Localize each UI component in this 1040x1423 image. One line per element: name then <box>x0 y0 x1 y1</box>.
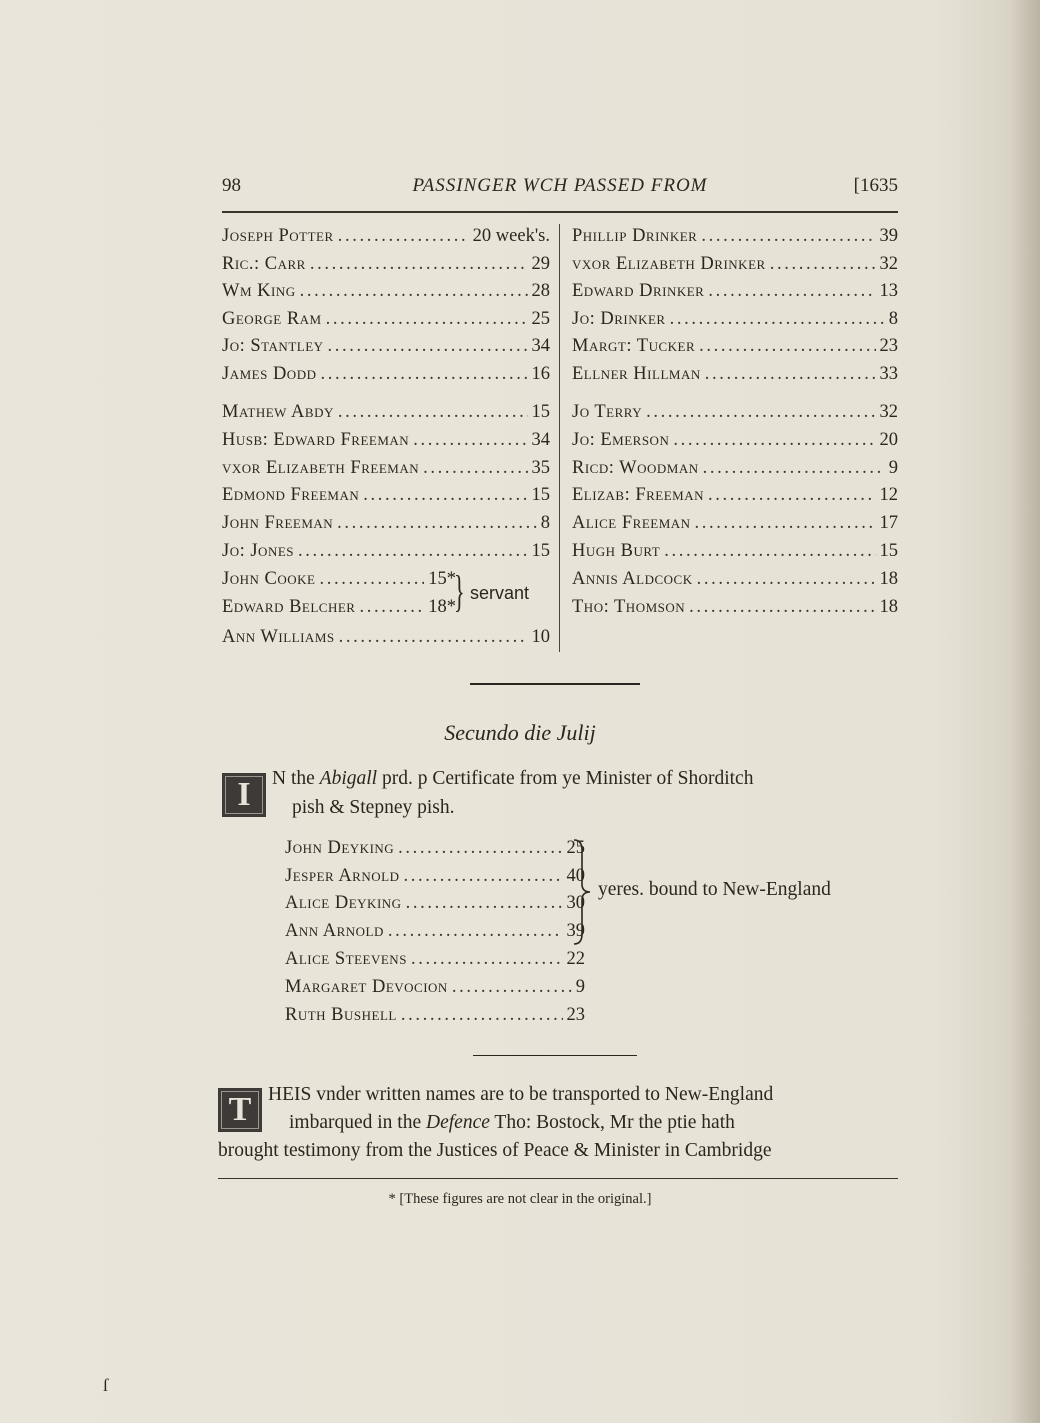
passenger-age: 30 <box>566 893 585 913</box>
running-header <box>222 175 898 205</box>
list-item <box>285 838 585 865</box>
passenger-age: 32 <box>879 402 898 422</box>
passenger-name: vxor Elizabeth Freeman <box>222 458 420 478</box>
passenger-name: Jo: Jones <box>222 541 294 561</box>
drop-cap-i: I <box>222 773 266 817</box>
list-item <box>222 541 550 568</box>
passenger-name: Annis Aldcock <box>572 569 693 589</box>
list-item <box>572 402 898 429</box>
leader-dots <box>697 569 876 590</box>
list-item <box>572 281 898 308</box>
list-item <box>285 921 585 948</box>
passenger-age: 34 <box>531 430 550 450</box>
header-year: [1635 <box>853 175 898 196</box>
list-item <box>222 627 550 654</box>
list-item <box>222 513 550 540</box>
list-item <box>572 430 898 457</box>
brace-label: yeres. bound to New-England <box>598 879 831 900</box>
paragraph-2-line-2 <box>289 1112 735 1134</box>
years-brace <box>572 838 594 946</box>
list-item <box>222 336 550 363</box>
ship-name-abigall: Abigall <box>319 768 378 789</box>
list-item <box>572 309 898 336</box>
leader-dots <box>452 977 572 998</box>
list-item <box>285 949 585 976</box>
passenger-name: Wm King <box>222 281 296 301</box>
passenger-name: Ann Arnold <box>285 921 384 941</box>
list-item <box>572 513 898 540</box>
passenger-name: Ruth Bushell <box>285 1005 397 1025</box>
list-item <box>222 430 550 457</box>
passenger-age: 15* <box>428 569 456 589</box>
passenger-age: 29 <box>531 254 550 274</box>
list-item <box>572 541 898 568</box>
passenger-name: Tho: Thomson <box>572 597 686 617</box>
leader-dots <box>411 949 563 970</box>
passenger-age: 18* <box>428 597 456 617</box>
passenger-name: Jesper Arnold <box>285 866 400 886</box>
leader-dots <box>363 485 527 506</box>
para2-text-a: imbarqued in the <box>289 1112 427 1133</box>
section-divider-2 <box>473 1055 637 1056</box>
margin-mark: ſ <box>103 1375 109 1395</box>
passenger-name: Edmond Freeman <box>222 485 360 505</box>
column-divider <box>559 224 560 652</box>
leader-dots <box>300 281 528 302</box>
para1-text-a: N the <box>272 768 320 789</box>
passenger-name: Margt: Tucker <box>572 336 696 356</box>
list-item <box>222 254 550 281</box>
passenger-age: 25 <box>566 838 585 858</box>
passenger-age: 13 <box>879 281 898 301</box>
passenger-name: vxor Elizabeth Drinker <box>572 254 766 274</box>
passenger-name: Jo: Stantley <box>222 336 324 356</box>
leader-dots <box>406 893 563 914</box>
leader-dots <box>338 402 528 423</box>
list-item <box>285 893 585 920</box>
leader-dots <box>699 336 875 357</box>
leader-dots <box>423 458 527 479</box>
leader-dots <box>705 364 876 385</box>
passenger-age: 8 <box>888 309 898 329</box>
leader-dots <box>664 541 875 562</box>
list-item <box>572 254 898 281</box>
list-item <box>572 364 898 391</box>
leader-dots <box>337 513 537 534</box>
passenger-name: Ric.: Carr <box>222 254 306 274</box>
leader-dots <box>646 402 875 423</box>
footnote: * [These figures are not clear in the original.] <box>388 1191 652 1207</box>
paragraph-1-line-1 <box>272 768 753 790</box>
list-item <box>285 1005 585 1032</box>
list-item <box>572 597 898 624</box>
drop-cap-t: T <box>218 1088 262 1132</box>
list-item <box>222 364 550 391</box>
leader-dots <box>770 254 876 275</box>
leader-dots <box>703 458 885 479</box>
list-item <box>222 226 550 253</box>
passenger-columns <box>222 222 898 652</box>
leader-dots <box>695 513 876 534</box>
leader-dots <box>708 485 875 506</box>
list-item <box>222 458 550 485</box>
passenger-age: 12 <box>879 485 898 505</box>
para2-text-b: Tho: Bostock, Mr the ptie hath <box>489 1112 735 1133</box>
list-item <box>222 309 550 336</box>
paragraph-2-line-1: HEIS vnder written names are to be transported to New-England <box>268 1084 774 1105</box>
leader-dots <box>326 309 528 330</box>
paragraph-1-line-2: pish & Stepney pish. <box>292 797 455 818</box>
servant-label: servant <box>470 583 530 603</box>
passenger-age: 17 <box>879 513 898 533</box>
leader-dots <box>339 627 528 648</box>
paragraph-2-line-3: brought testimony from the Justices of Peace & Minister in Cambridge <box>218 1140 772 1161</box>
passenger-age: 9 <box>575 977 585 997</box>
leader-dots <box>670 309 885 330</box>
leader-dots <box>319 569 424 590</box>
section-divider <box>470 683 640 685</box>
section-heading: Secundo die Julij <box>444 720 596 745</box>
list-item <box>572 226 898 253</box>
passenger-name: Jo: Emerson <box>572 430 670 450</box>
passenger-age: 20 <box>879 430 898 450</box>
passenger-name: Joseph Potter <box>222 226 334 246</box>
passenger-name: Ann Williams <box>222 627 335 647</box>
leader-dots <box>403 866 562 887</box>
passenger-age: 15 <box>531 485 550 505</box>
list-item <box>285 866 585 893</box>
passenger-name: Alice Freeman <box>572 513 691 533</box>
passenger-age: 8 <box>540 513 550 533</box>
passenger-age: 10 <box>531 627 550 647</box>
passenger-age: 34 <box>531 336 550 356</box>
list-item <box>222 402 550 429</box>
passenger-age: 39 <box>879 226 898 246</box>
passenger-name: John Freeman <box>222 513 334 533</box>
passenger-name: Alice Deyking <box>285 893 402 913</box>
list-item <box>222 281 550 308</box>
passenger-name: Husb: Edward Freeman <box>222 430 410 450</box>
leader-dots <box>310 254 528 275</box>
list-item <box>572 336 898 363</box>
passenger-age: 23 <box>566 1005 585 1025</box>
passenger-age: 18 <box>879 597 898 617</box>
passenger-age: 16 <box>531 364 550 384</box>
leader-dots <box>689 597 875 618</box>
passenger-age: 18 <box>879 569 898 589</box>
passenger-name: Edward Drinker <box>572 281 705 301</box>
leader-dots <box>701 226 875 247</box>
passenger-age: 35 <box>531 458 550 478</box>
passenger-age: 33 <box>879 364 898 384</box>
list-item <box>222 569 456 596</box>
passenger-name: Alice Steevens <box>285 949 407 969</box>
header-rule <box>222 211 898 213</box>
passenger-age: 39 <box>566 921 585 941</box>
leader-dots <box>328 336 528 357</box>
passenger-age: 9 <box>888 458 898 478</box>
passenger-name: George Ram <box>222 309 322 329</box>
passenger-age: 15 <box>879 541 898 561</box>
passenger-age: 15 <box>531 402 550 422</box>
passenger-name: Jo: Drinker <box>572 309 666 329</box>
list-item <box>572 569 898 596</box>
list-item <box>222 597 456 624</box>
passenger-name: James Dodd <box>222 364 317 384</box>
passenger-name: Phillip Drinker <box>572 226 698 246</box>
ship-name-defence: Defence <box>426 1112 490 1133</box>
list-item <box>572 485 898 512</box>
passenger-name: Edward Belcher <box>222 597 356 617</box>
para1-text-b: prd. p Certificate from ye Minister of Shorditch <box>377 768 754 789</box>
passenger-age: 32 <box>879 254 898 274</box>
leader-dots <box>398 838 562 859</box>
passenger-age: 28 <box>531 281 550 301</box>
list-item <box>572 458 898 485</box>
passenger-name: Ricd: Woodman <box>572 458 699 478</box>
passenger-name: John Cooke <box>222 569 316 589</box>
list-item <box>285 977 585 1004</box>
passenger-age: 23 <box>879 336 898 356</box>
passenger-name: Margaret Devocion <box>285 977 448 997</box>
list-item <box>222 485 550 512</box>
passenger-age: 20 week's. <box>472 226 550 246</box>
passenger-age: 15 <box>531 541 550 561</box>
footnote-rule <box>218 1178 898 1179</box>
passenger-age: 22 <box>566 949 585 969</box>
leader-dots <box>359 597 424 618</box>
leader-dots <box>320 364 527 385</box>
leader-dots <box>401 1005 563 1026</box>
passenger-age: 40 <box>566 866 585 886</box>
leader-dots <box>388 921 563 942</box>
passenger-name: Elizab: Freeman <box>572 485 705 505</box>
running-title: PASSINGER WCH PASSED FROM <box>412 175 708 196</box>
leader-dots <box>673 430 875 451</box>
passenger-name: Hugh Burt <box>572 541 661 561</box>
leader-dots <box>338 226 469 247</box>
passenger-name: Ellner Hillman <box>572 364 701 384</box>
servant-brace: } <box>454 567 465 616</box>
leader-dots <box>708 281 875 302</box>
passenger-age: 25 <box>531 309 550 329</box>
passenger-name: Mathew Abdy <box>222 402 334 422</box>
page-number: 98 <box>222 175 241 196</box>
leader-dots <box>413 430 527 451</box>
passenger-name: John Deyking <box>285 838 395 858</box>
leader-dots <box>298 541 528 562</box>
passenger-name: Jo Terry <box>572 402 643 422</box>
